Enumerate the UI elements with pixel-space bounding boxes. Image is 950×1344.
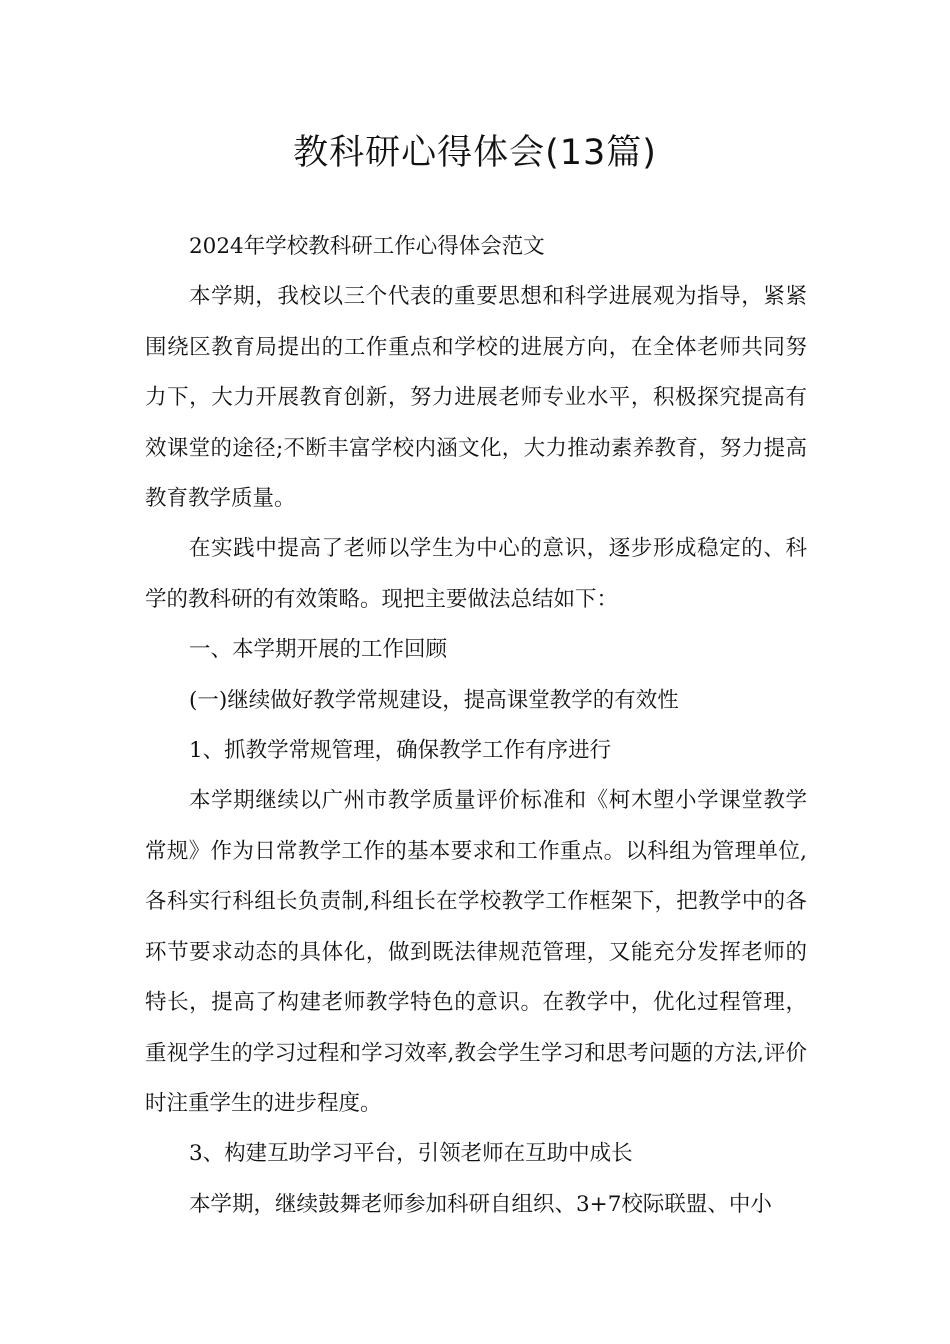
subsection-heading-routine: (一)继续做好教学常规建设，提高课堂教学的有效性 bbox=[189, 687, 679, 713]
item-heading-management: 1、抓教学常规管理，确保教学工作有序进行 bbox=[189, 738, 612, 764]
item-heading-platform: 3、构建互助学习平台，引领老师在互助中成长 bbox=[189, 1141, 633, 1167]
paragraph-subtitle: 2024年学校教科研工作心得体会范文 bbox=[189, 234, 545, 259]
paragraph-practice: 在实践中提高了老师以学生为中心的意识，逐步形成稳定的、科学的教科研的有效策略。现把主要做法总结如下： bbox=[145, 536, 807, 612]
document-body bbox=[145, 222, 807, 1230]
document-title: 教科研心得体会(13篇) bbox=[293, 133, 657, 173]
section-heading-review: 一、本学期开展的工作回顾 bbox=[189, 637, 448, 663]
paragraph-management: 本学期继续以广州市教学质量评价标准和《柯木塱小学课堂教学常规》作为日常教学工作的基本要求和工作重点。以科组为管理单位,各科实行科组长负责制,科组长在学校教学工作框架下，把教学中的各环节要求动态的具体化，做到既法律规范管理，又能充分发挥老师的特长，提高了构建老师教学特色的意识。在教学中，优化过程管理，重视学生的学习过程和学习效率,教会学生学习和思考问题的方法,评价时注重学生的进步程度。 bbox=[145, 788, 807, 1116]
paragraph-platform: 本学期，继续鼓舞老师参加科研自组织、3+7校际联盟、中小 bbox=[189, 1191, 772, 1217]
paragraph-intro: 本学期，我校以三个代表的重要思想和科学进展观为指导，紧紧围绕区教育局提出的工作重点和学校的进展方向，在全体老师共同努力下，大力开展教育创新，努力进展老师专业水平，积极探究提高有效课堂的途径;不断丰富学校内涵文化，大力推动素养教育，努力提高教育教学质量。 bbox=[145, 284, 807, 512]
